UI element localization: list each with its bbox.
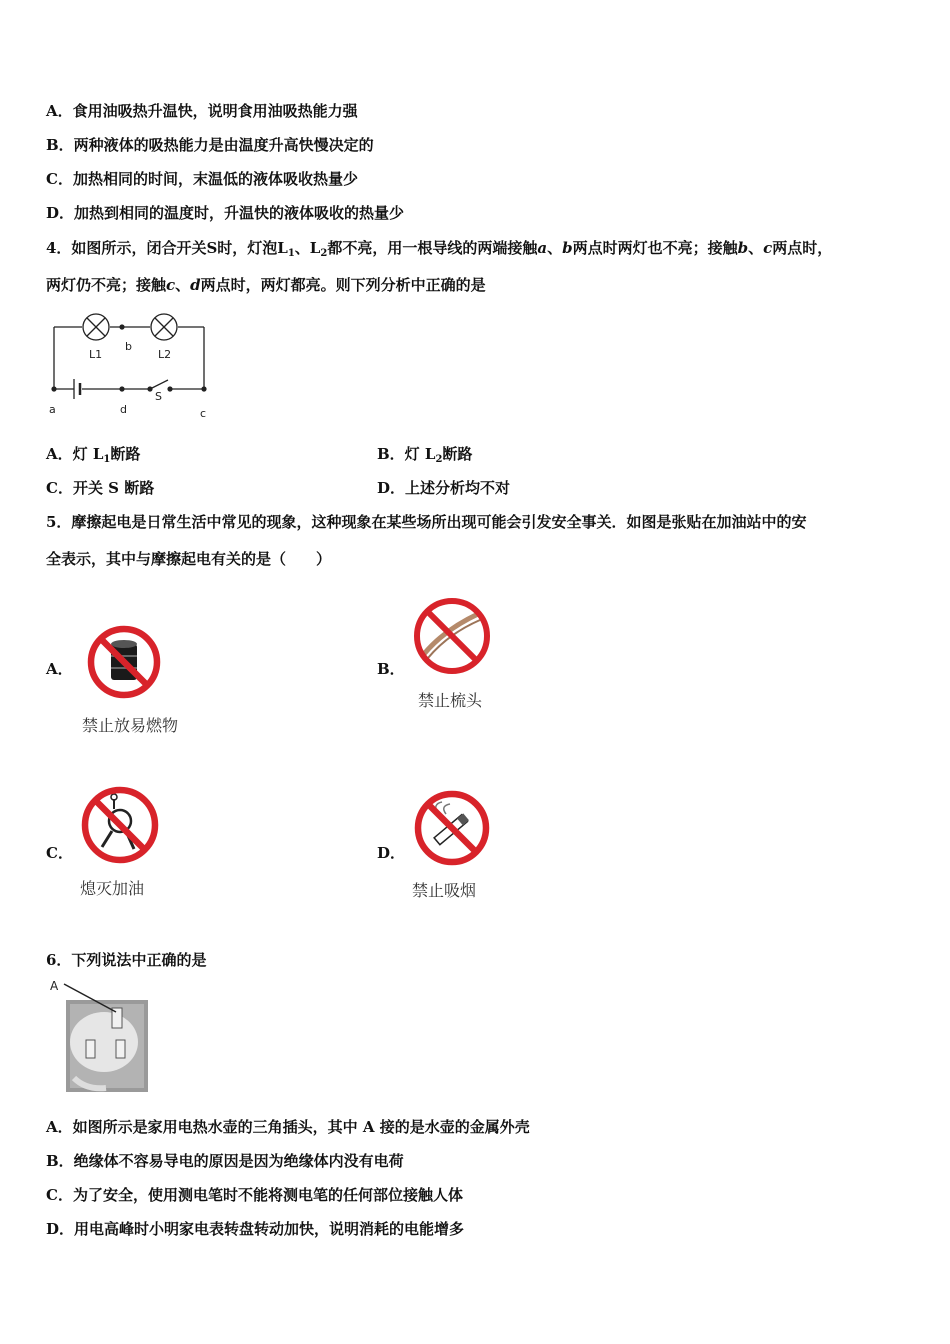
q4-option-c: C．开关 S 断路 bbox=[46, 479, 155, 497]
label-b: b bbox=[125, 340, 132, 353]
q6-option-c: C．为了安全，使用测电笔时不能将测电笔的任何部位接触人体 bbox=[46, 1186, 463, 1204]
label-l2: L2 bbox=[158, 348, 172, 361]
q3-option-a: A．食用油吸热升温快，说明食用油吸热能力强 bbox=[46, 102, 358, 120]
q4-option-b: B．灯 $L_2$断路 bbox=[377, 445, 473, 465]
q4-question-line2: 两灯仍不亮；接触c、d两点时，两灯都亮。则下列分析中正确的是 bbox=[46, 276, 486, 294]
q6-option-a: A．如图所示是家用电热水壶的三角插头，其中 A 接的是水壶的金属外壳 bbox=[46, 1118, 530, 1136]
no-smoking-sign-icon bbox=[412, 788, 492, 868]
label-s: S bbox=[155, 390, 162, 403]
caption-d: 禁止吸烟 bbox=[412, 881, 477, 900]
plug-label-a: A bbox=[50, 979, 59, 993]
q4-question-line1: 4．如图所示，闭合开关S时，灯泡$L_1$、$L_2$都不亮，用一根导线的两端接触a、b两点时两灯也不亮；接触b、c两点时， bbox=[46, 239, 833, 259]
q3-option-c: C．加热相同的时间，末温低的液体吸收热量少 bbox=[46, 170, 358, 188]
circuit-diagram bbox=[40, 305, 230, 425]
label-l1: L1 bbox=[89, 348, 103, 361]
caption-c: 熄灭加油 bbox=[80, 879, 145, 898]
lamp-l2-icon bbox=[151, 314, 177, 340]
no-combing-sign-icon bbox=[412, 596, 492, 676]
caption-a: 禁止放易燃物 bbox=[82, 716, 179, 735]
three-pin-plug-photo-icon bbox=[46, 978, 152, 1094]
q5-question-line2: 全表示，其中与摩擦起电有关的是（ ） bbox=[46, 550, 332, 568]
no-flammables-sign-icon bbox=[86, 624, 162, 700]
battery-icon bbox=[74, 379, 80, 399]
label-d: d bbox=[120, 403, 127, 416]
q5-question-line1: 5．摩擦起电是日常生活中常见的现象，这种现象在某些场所出现可能会引发安全事关．如图是张贴在加油站中的安 bbox=[46, 513, 807, 531]
q6-option-d: D．用电高峰时小明家电表转盘转动加快，说明消耗的电能增多 bbox=[46, 1220, 465, 1238]
caption-b: 禁止梳头 bbox=[418, 691, 483, 710]
q5-label-d: D． bbox=[377, 844, 406, 862]
q4-option-a: A．灯 $L_1$断路 bbox=[46, 445, 141, 465]
q5-label-b: B． bbox=[377, 660, 405, 678]
q5-label-c: C． bbox=[46, 844, 73, 862]
q6-question: 6．下列说法中正确的是 bbox=[46, 951, 207, 969]
engine-off-sign-icon bbox=[80, 784, 160, 866]
label-a: a bbox=[49, 403, 56, 416]
lamp-l1-icon bbox=[83, 314, 109, 340]
q3-option-b: B．两种液体的吸热能力是由温度升高快慢决定的 bbox=[46, 136, 374, 154]
q3-option-d: D．加热到相同的温度时，升温快的液体吸收的热量少 bbox=[46, 204, 405, 222]
q5-label-a: A． bbox=[46, 660, 73, 678]
q4-option-d: D．上述分析均不对 bbox=[377, 479, 511, 497]
label-c: c bbox=[200, 407, 207, 420]
q6-option-b: B．绝缘体不容易导电的原因是因为绝缘体内没有电荷 bbox=[46, 1152, 404, 1170]
